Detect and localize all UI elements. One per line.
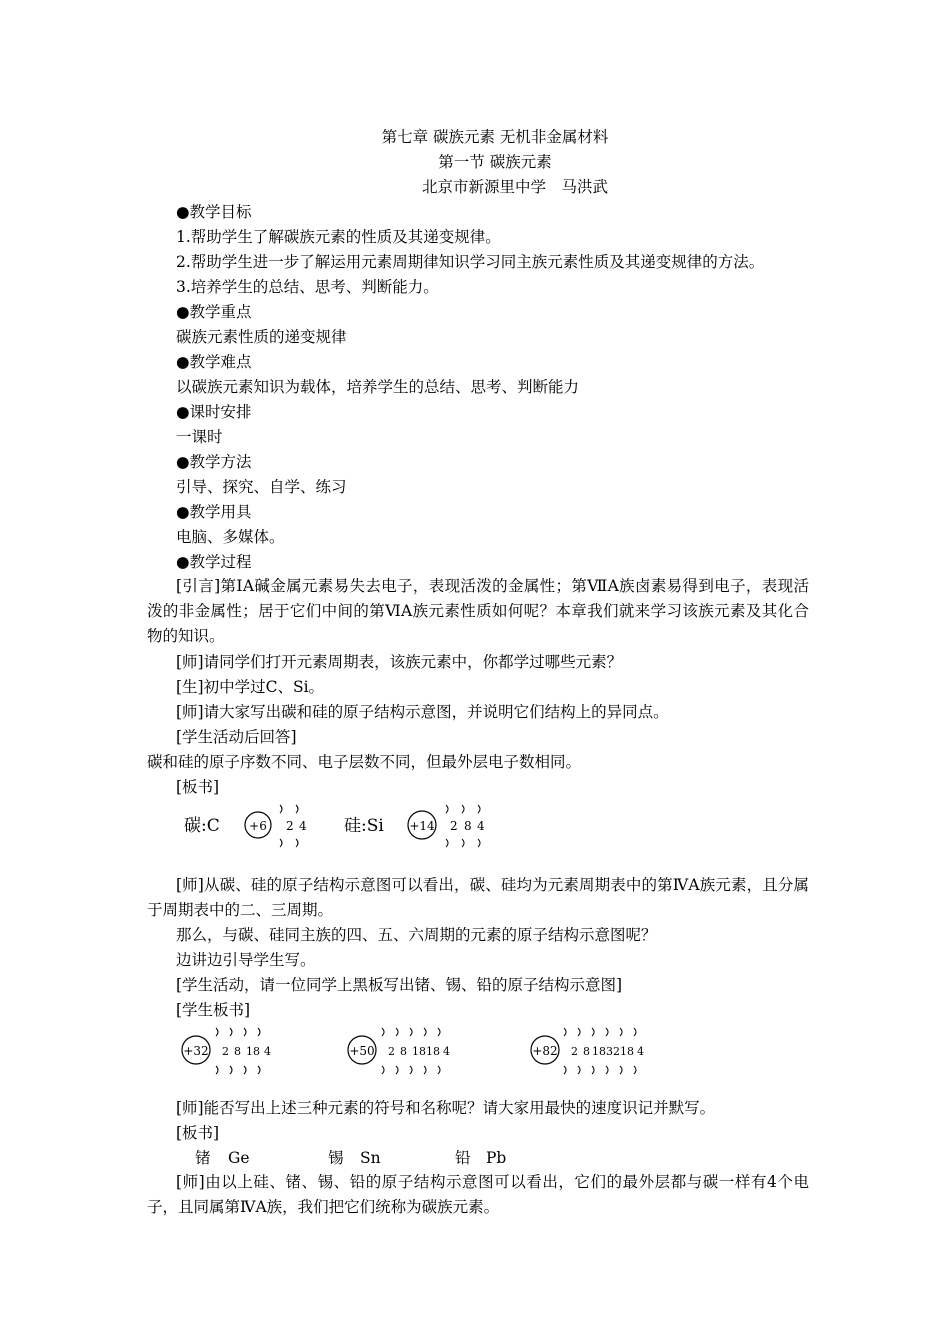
answer-text: 碳和硅的原子序数不同、电子层数不同，但最外层电子数相同。 — [147, 753, 582, 771]
pb-shell: 2 — [571, 1045, 578, 1058]
ge-shell: 8 — [234, 1045, 241, 1058]
element-symbol: Ge — [228, 1149, 250, 1167]
shell-arc-top — [564, 1028, 636, 1036]
activity-answer-label: [学生活动后回答] — [176, 728, 297, 746]
tools-text: 电脑、多媒体。 — [176, 528, 285, 546]
element-name: 锗 — [195, 1149, 211, 1167]
pb-shell: 18 — [620, 1045, 634, 1058]
sn-shell: 4 — [443, 1045, 450, 1058]
shell-arc-bottom — [280, 839, 298, 847]
chapter-title: 第七章 碳族元素 无机非金属材料 — [381, 128, 609, 146]
methods-heading: ●教学方法 — [176, 453, 252, 471]
schedule-text: 一课时 — [176, 428, 223, 446]
shell-arc-bottom — [216, 1066, 260, 1074]
process-heading: ●教学过程 — [176, 553, 252, 571]
pb-shell: 18 — [592, 1045, 606, 1058]
difficulties-text: 以碳族元素知识为载体，培养学生的总结、思考、判断能力 — [176, 378, 580, 396]
carbon-shell: 2 — [286, 819, 294, 833]
question-line: 那么，与碳、硅同主族的四、五、六周期的元素的原子结构示意图呢？ — [176, 926, 657, 944]
ge-shell: 18 — [246, 1045, 260, 1058]
shell-arc-bottom — [446, 839, 480, 847]
carbon-silicon-diagram — [170, 795, 510, 855]
key-points-heading: ●教学重点 — [176, 303, 252, 321]
sn-shell: 2 — [388, 1045, 395, 1058]
objective-item: 3.培养学生的总结、思考、判断能力。 — [176, 278, 439, 296]
element-name: 锡 — [328, 1149, 344, 1167]
objective-item: 1.帮助学生了解碳族元素的性质及其递变规律。 — [176, 228, 501, 246]
element-symbol: Pb — [486, 1149, 507, 1167]
shell-arc-top — [280, 805, 298, 813]
section-title: 第一节 碳族元素 — [438, 153, 552, 171]
objectives-heading: ●教学目标 — [176, 203, 252, 221]
tools-heading: ●教学用具 — [176, 503, 252, 521]
ge-shell: 2 — [222, 1045, 229, 1058]
author-line: 北京市新源里中学 马洪武 — [421, 178, 608, 196]
key-points-text: 碳族元素性质的递变规律 — [176, 328, 347, 346]
board-label: [板书] — [176, 778, 220, 796]
shell-arc-top — [446, 805, 480, 813]
silicon-nucleus: +14 — [409, 819, 435, 833]
methods-text: 引导、探究、自学、练习 — [176, 478, 347, 496]
teacher-line: [师]请同学们打开元素周期表，该族元素中，你都学过哪些元素？ — [176, 653, 623, 671]
guide-line: 边讲边引导学生写。 — [176, 951, 316, 969]
sn-nucleus: +50 — [349, 1044, 375, 1058]
sn-shell: 18 — [426, 1045, 440, 1058]
ge-nucleus: +32 — [183, 1044, 209, 1058]
schedule-heading: ●课时安排 — [176, 403, 252, 421]
activity-line: [学生活动，请一位同学上黑板写出锗、锡、铅的原子结构示意图] — [176, 976, 623, 994]
pb-shell: 4 — [637, 1045, 644, 1058]
difficulties-heading: ●教学难点 — [176, 353, 252, 371]
shell-arc-bottom — [564, 1066, 636, 1074]
ge-sn-pb-diagram — [170, 1020, 670, 1080]
teacher-line: [师]能否写出上述三种元素的符号和名称呢？请大家用最快的速度识记并默写。 — [176, 1099, 716, 1117]
silicon-label: 硅:Si — [344, 816, 384, 836]
silicon-shell: 4 — [477, 819, 485, 833]
teacher-paragraph: [师]从碳、硅的原子结构示意图可以看出，碳、硅均为元素周期表中的第ⅣA族元素，且分属于周期表中的二、三周期。 — [147, 876, 809, 919]
pb-shell: 32 — [606, 1045, 620, 1058]
teacher-line: [师]请大家写出碳和硅的原子结构示意图，并说明它们结构上的异同点。 — [176, 703, 669, 721]
ge-shell: 4 — [264, 1045, 271, 1058]
sn-shell: 8 — [400, 1045, 407, 1058]
carbon-label: 碳:C — [184, 816, 220, 836]
intro-paragraph: [引言]第ⅠA碱金属元素易失去电子，表现活泼的金属性；第ⅦA族卤素易得到电子，表现活泼的非金属性；居于它们中间的第ⅥA族元素性质如何呢？本章我们就来学习该族元素及其化合物的知识。 — [147, 577, 809, 645]
shell-arc-top — [382, 1028, 440, 1036]
silicon-shell: 2 — [450, 819, 458, 833]
shell-arc-top — [216, 1028, 260, 1036]
board-label: [板书] — [176, 1124, 220, 1142]
element-symbol: Sn — [360, 1149, 381, 1167]
teacher-paragraph: [师]由以上硅、锗、锡、铅的原子结构示意图可以看出，它们的最外层都与碳一样有4个电子，且同属第ⅣA族，我们把它们统称为碳族元素。 — [147, 1173, 809, 1216]
carbon-nucleus: +6 — [249, 819, 267, 833]
objective-item: 2.帮助学生进一步了解运用元素周期律知识学习同主族元素性质及其递变规律的方法。 — [176, 253, 765, 271]
pb-shell: 8 — [583, 1045, 590, 1058]
silicon-shell: 8 — [464, 819, 472, 833]
element-name: 铅 — [455, 1149, 471, 1167]
student-board-label: [学生板书] — [176, 1001, 251, 1019]
shell-arc-bottom — [382, 1066, 440, 1074]
student-line: [生]初中学过C、Si。 — [176, 678, 325, 696]
sn-shell: 18 — [412, 1045, 426, 1058]
pb-nucleus: +82 — [532, 1044, 558, 1058]
carbon-shell: 4 — [299, 819, 307, 833]
